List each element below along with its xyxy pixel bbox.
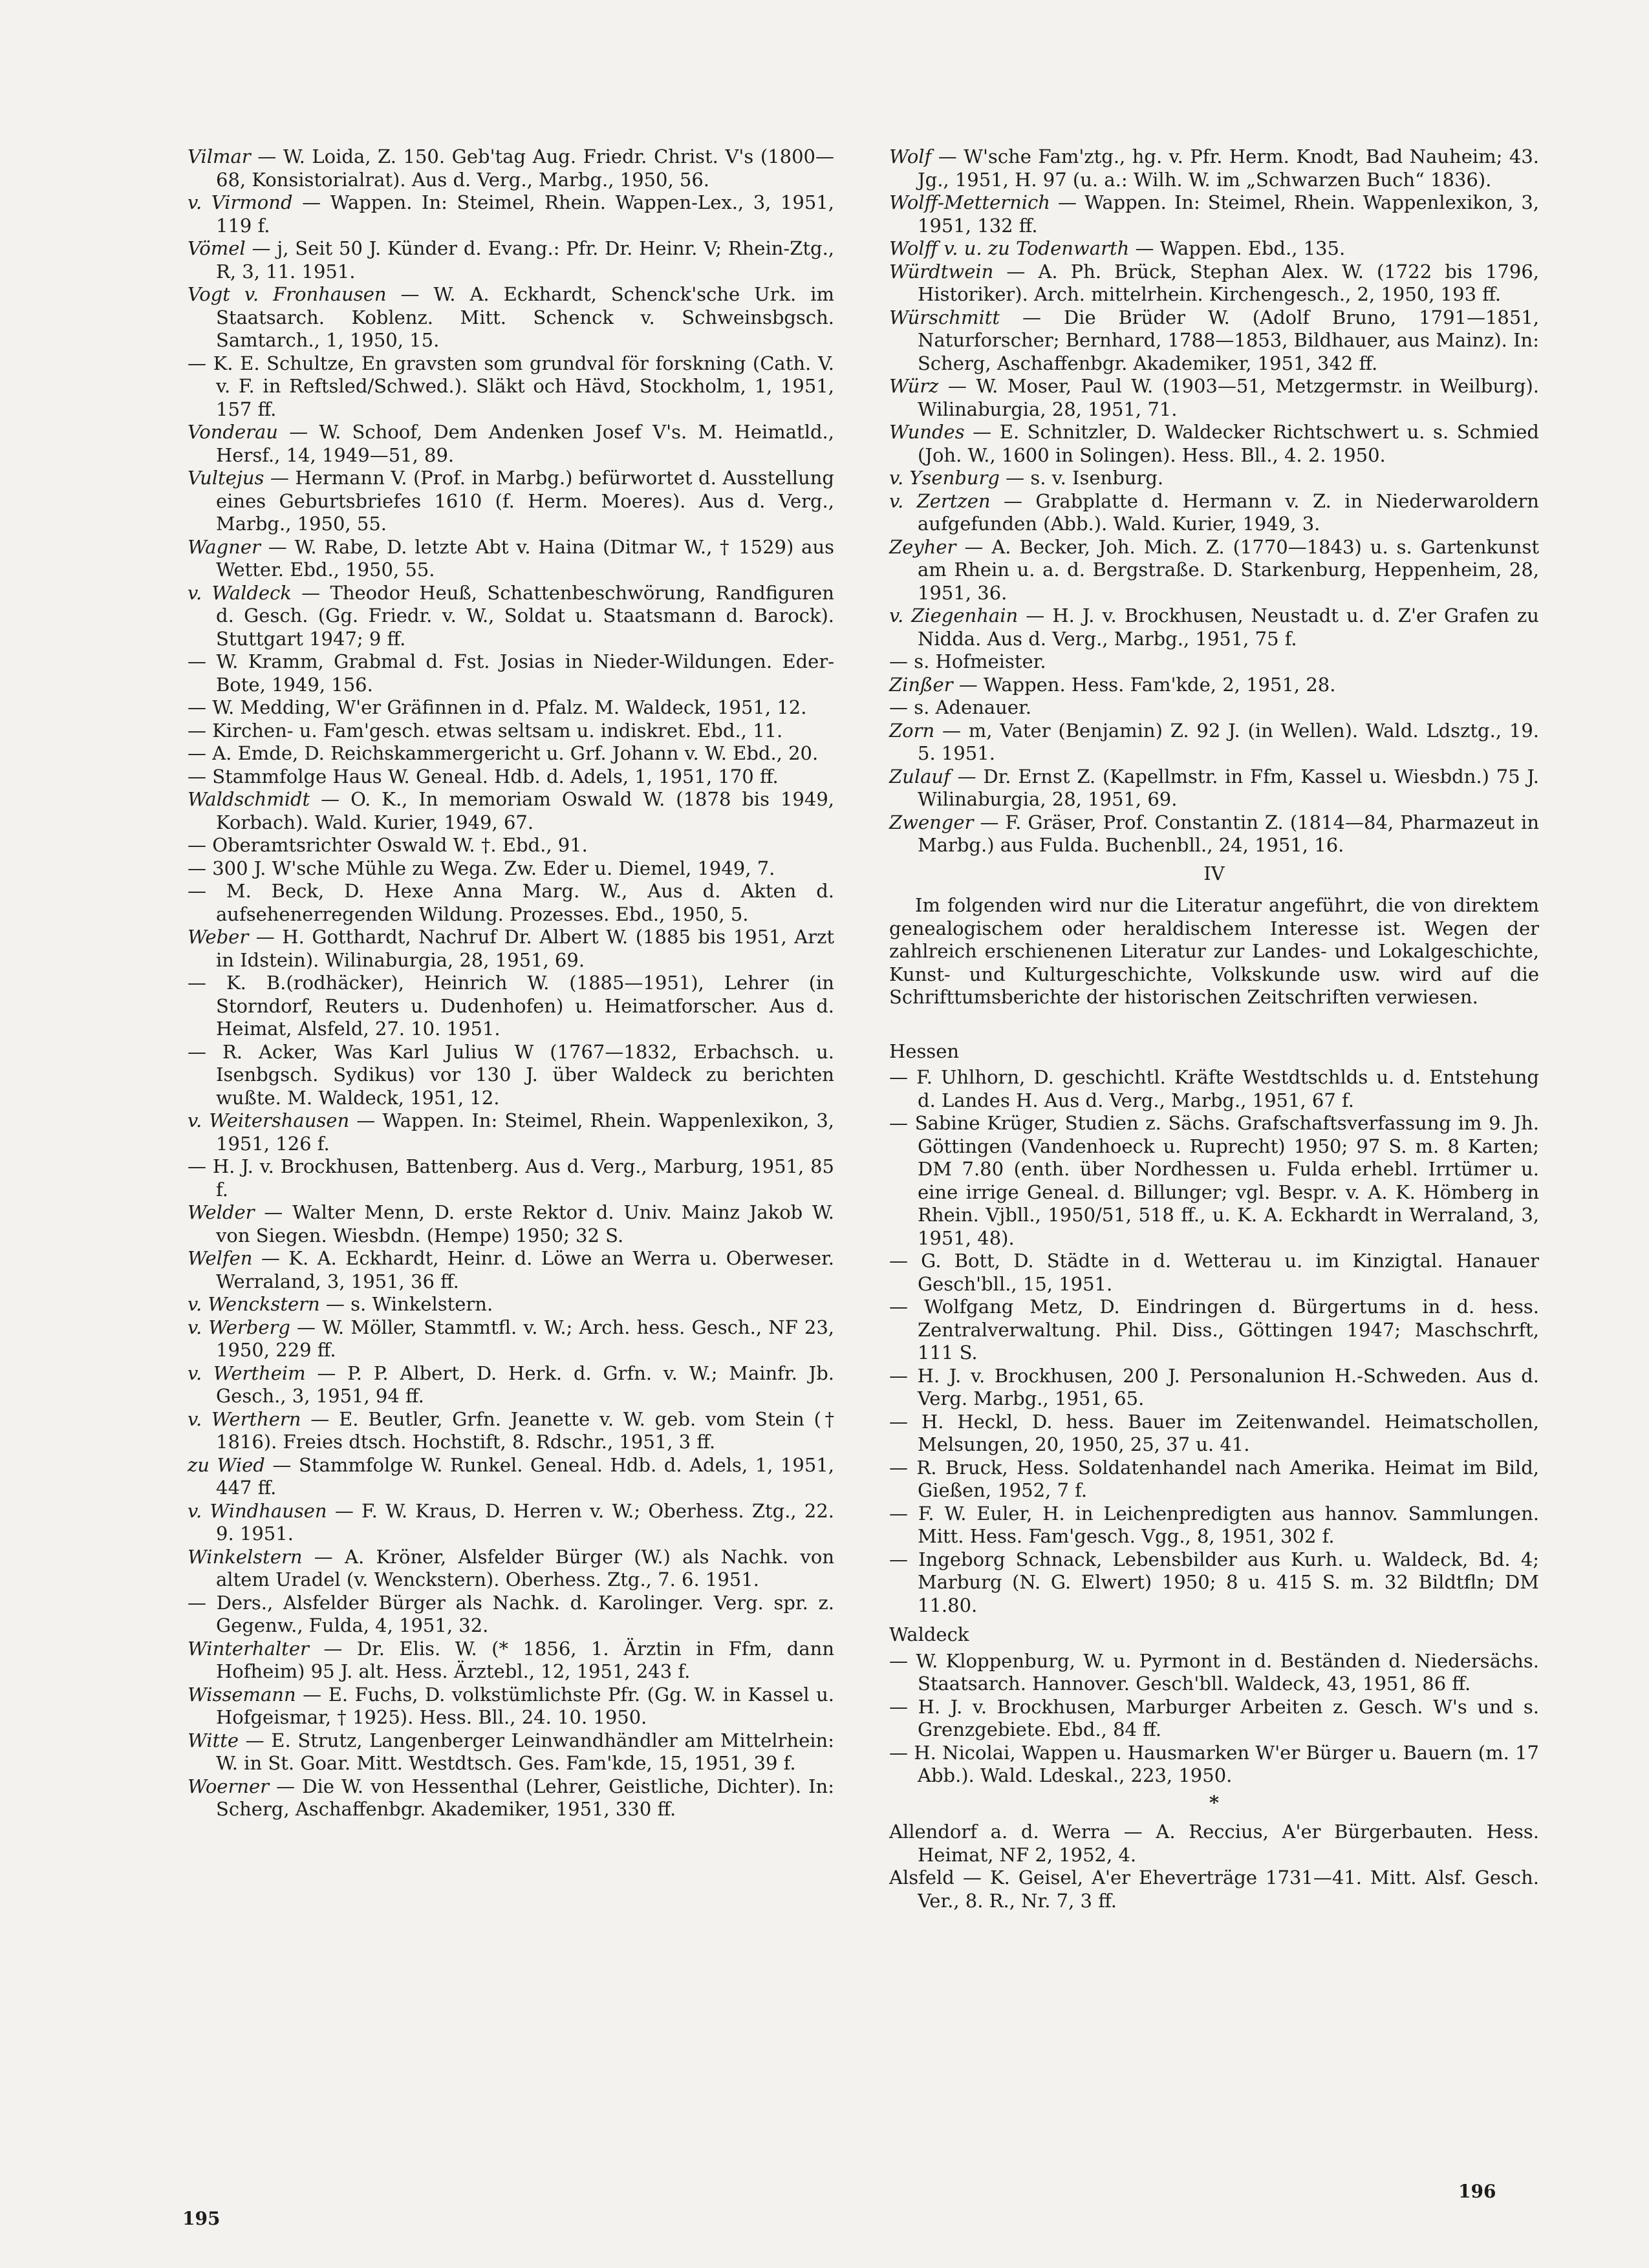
entry-term: v. Waldeck xyxy=(188,581,292,604)
bibliography-entry xyxy=(889,604,1539,650)
waldeck-entries xyxy=(889,1650,1539,1788)
bibliography-entry xyxy=(188,1775,834,1821)
bibliography-entry xyxy=(188,1729,834,1775)
entry-text: — Wappen. In: Steimel, Rhein. Wappen-Lex., 3, 1951, 119 f. xyxy=(216,191,834,237)
bibliography-entry xyxy=(188,1408,834,1454)
entry-term: Zorn xyxy=(889,719,935,742)
bibliography-entry xyxy=(188,1316,834,1362)
places-entries xyxy=(889,1821,1539,1912)
entry-text: — Wappen. Ebd., 135. xyxy=(1129,237,1346,259)
bibliography-entry: — H. J. v. Brockhusen, 200 J. Personalunion H.-Schweden. Aus d. Verg. Marbg., 1951, 65. xyxy=(889,1364,1539,1409)
bibliography-entry xyxy=(188,720,834,743)
bibliography-entry xyxy=(889,145,1539,191)
entry-text: — M. Beck, D. Hexe Anna Marg. W., Aus d. Akten d. aufsehenerregenden Wildung. Prozesses. Ebd., 1950, 5. xyxy=(188,880,834,925)
entry-text: — E. Fuchs, D. volkstümlichste Pfr. (Gg. W. in Kassel u. Hofgeismar, † 1925). Hess. Bll., 24. 10. 1950. xyxy=(216,1683,834,1728)
entry-text: — Stammfolge Haus W. Geneal. Hdb. d. Adels, 1, 1951, 170 ff. xyxy=(188,765,779,787)
entry-text: — W. Moser, Paul W. (1903—51, Metzgermstr. in Weilburg). Wilinaburgia, 28, 1951, 71. xyxy=(918,375,1539,420)
entry-text: — Ders., Alsfelder Bürger als Nachk. d. Karolinger. Verg. spr. z. Gegenw., Fulda, 4, 1951, 32. xyxy=(188,1591,834,1636)
entry-text: — E. Strutz, Langenberger Leinwandhändler am Mittelrhein: W. in St. Goar. Mitt. Westdtsch. Ges. Fam'kde, 15, 1951, 39 f. xyxy=(216,1729,834,1774)
entry-term: Zeyher xyxy=(889,535,956,558)
entry-text: — Die Brüder W. (Adolf Bruno, 1791—1851, Naturforscher; Bernhard, 1788—1853, Bildhauer, aus Mainz). In: Scherg, Aschaffenbgr. Akademiker, 1951, 342 ff. xyxy=(918,306,1539,374)
entry-text: — W. A. Eckhardt, Schenck'sche Urk. im Staatsarch. Koblenz. Mitt. Schenck v. Schweinsbgsch. Samtarch., 1, 1950, 15. xyxy=(216,283,834,351)
bibliography-entry xyxy=(188,1500,834,1546)
bibliography-entry: — H. J. v. Brockhusen, Marburger Arbeiten z. Gesch. W's und s. Grenzgebiete. Ebd., 84 ff. xyxy=(889,1695,1539,1740)
bibliography-entry xyxy=(889,765,1539,811)
bibliography-entry xyxy=(889,261,1539,306)
entry-term: v. Werberg xyxy=(188,1316,290,1338)
entry-term: Vilmar xyxy=(188,145,251,167)
entry-term: Zinßer xyxy=(889,673,953,696)
hessen-entries xyxy=(889,1066,1539,1617)
entry-text: — W. Kramm, Grabmal d. Fst. Josias in Nieder-Wildungen. Eder-Bote, 1949, 156. xyxy=(188,650,834,696)
bibliography-entry xyxy=(889,490,1539,536)
bibliography-entry xyxy=(188,352,834,422)
entry-term: Waldschmidt xyxy=(188,788,310,810)
bibliography-entry: — Ingeborg Schnack, Lebensbilder aus Kurh. u. Waldeck, Bd. 4; Marburg (N. G. Elwert) 1950; 8 u. 415 S. m. 32 Bildtfln; DM 11.80. xyxy=(889,1548,1539,1616)
entry-term: Würschmitt xyxy=(889,306,1000,328)
entry-term: Wagner xyxy=(188,535,261,558)
bibliography-entry xyxy=(188,1201,834,1247)
bibliography-entry: — H. Nicolai, Wappen u. Hausmarken W'er Bürger u. Bauern (m. 17 Abb.). Wald. Ldeskal., 223, 1950. xyxy=(889,1741,1539,1786)
entry-text: — F. W. Kraus, D. Herren v. W.; Oberhess. Ztg., 22. 9. 1951. xyxy=(216,1499,834,1545)
bibliography-entry: — H. Heckl, D. hess. Bauer im Zeitenwandel. Heimatschollen, Melsungen, 20, 1950, 25, 37 u. 41. xyxy=(889,1410,1539,1455)
entry-text: — Wappen. In: Steimel, Rhein. Wappenlexikon, 3, 1951, 132 ff. xyxy=(918,191,1539,237)
bibliography-entry xyxy=(188,145,834,191)
bibliography-entry xyxy=(889,811,1539,857)
entry-text: — 300 J. W'sche Mühle zu Wega. Zw. Eder u. Diemel, 1949, 7. xyxy=(188,857,775,879)
entry-text: — A. Kröner, Alsfelder Bürger (W.) als Nachk. von altem Uradel (v. Wenckstern). Oberhess. Ztg., 7. 6. 1951. xyxy=(216,1545,834,1590)
entry-text: — Walter Menn, D. erste Rektor d. Univ. Mainz Jakob W. von Siegen. Wiesbdn. (Hempe) 1950; 32 S. xyxy=(216,1201,834,1246)
separator-star: * xyxy=(1209,1791,1220,1813)
bibliography-entry xyxy=(188,1454,834,1500)
right-entries xyxy=(889,145,1539,857)
bibliography-entry xyxy=(188,696,834,720)
bibliography-entry xyxy=(889,191,1539,237)
bibliography-entry: — F. Uhlhorn, D. geschichtl. Kräfte Westdtschlds u. d. Entstehung d. Landes H. Aus d. Verg., Marbg., 1951, 67 f. xyxy=(889,1066,1539,1111)
entry-term: Würdtwein xyxy=(889,260,994,283)
entry-term: Vultejus xyxy=(188,467,264,489)
entry-text: — m, Vater (Benjamin) Z. 92 J. (in Wellen). Wald. Ldsztg., 19. 5. 1951. xyxy=(918,719,1539,764)
entry-term: v. Werthern xyxy=(188,1407,301,1430)
bibliography-entry xyxy=(188,1684,834,1729)
entry-term: Zwenger xyxy=(889,811,974,833)
entry-text: — A. Emde, D. Reichskammergericht u. Grf. Johann v. W. Ebd., 20. xyxy=(188,742,819,764)
entry-term: Wundes xyxy=(889,421,965,443)
entry-text: — s. v. Isenburg. xyxy=(999,467,1164,489)
bibliography-entry xyxy=(188,857,834,881)
entry-term: Winterhalter xyxy=(188,1637,309,1660)
entry-term: Wissemann xyxy=(188,1683,296,1706)
bibliography-entry: Alsfeld — K. Geisel, A'er Eheverträge 1731—41. Mitt. Alsf. Gesch. Ver., 8. R., Nr. 7, 3 ff. xyxy=(889,1867,1539,1912)
entry-term: Vogt v. Fronhausen xyxy=(188,283,387,305)
entry-text: — Stammfolge W. Runkel. Geneal. Hdb. d. Adels, 1, 1951, 447 ff. xyxy=(216,1453,834,1499)
bibliography-entry: — F. W. Euler, H. in Leichenpredigten aus hannov. Sammlungen. Mitt. Hess. Fam'gesch. Vgg., 8, 1951, 302 f. xyxy=(889,1502,1539,1547)
entry-term: Welfen xyxy=(188,1247,253,1269)
entry-text: — H. Gotthardt, Nachruf Dr. Albert W. (1885 bis 1951, Arzt in Idstein). Wilinaburgia, 28, 1951, 69. xyxy=(216,926,834,971)
entry-text: — Die W. von Hessenthal (Lehrer, Geistliche, Dichter). In: Scherg, Aschaffenbgr. Akademiker, 1951, 330 ff. xyxy=(216,1775,834,1820)
entry-text: — Oberamtsrichter Oswald W. †. Ebd., 91. xyxy=(188,834,588,856)
entry-text: — Grabplatte d. Hermann v. Z. in Niederwaroldern aufgefunden (Abb.). Wald. Kurier, 1949, 3. xyxy=(918,489,1539,535)
bibliography-entry xyxy=(889,306,1539,376)
bibliography-entry xyxy=(188,1546,834,1592)
entry-text: — j, Seit 50 J. Künder d. Evang.: Pfr. Dr. Heinr. V; Rhein-Ztg., R, 3, 11. 1951. xyxy=(216,237,834,283)
bibliography-entry xyxy=(188,1041,834,1110)
bibliography-entry xyxy=(188,582,834,651)
entry-text: — Dr. Elis. W. (* 1856, 1. Ärztin in Ffm, dann Hofheim) 95 J. alt. Hess. Ärztebl., 12, 1951, 243 f. xyxy=(216,1637,834,1682)
bibliography-entry xyxy=(889,720,1539,765)
entry-text: — s. Adenauer. xyxy=(889,696,1031,718)
entry-text: — Theodor Heuß, Schattenbeschwörung, Randfiguren d. Gesch. (Gg. Friedr. v. W., Soldat u. Staatsmann d. Barock). Stuttgart 1947; 9 ff. xyxy=(216,581,834,650)
entry-term: Vömel xyxy=(188,237,246,259)
entry-text: — A. Becker, Joh. Mich. Z. (1770—1843) u. s. Gartenkunst am Rhein u. a. d. Bergstraße. D. Starkenburg, Heppenheim, 28, 1951, 36. xyxy=(918,535,1539,604)
bibliography-entry xyxy=(889,467,1539,490)
bibliography-entry xyxy=(188,1638,834,1684)
bibliography-entry xyxy=(188,788,834,834)
bibliography-entry xyxy=(188,237,834,283)
bibliography-entry xyxy=(188,1293,834,1316)
waldeck-heading: Waldeck xyxy=(889,1623,969,1645)
bibliography-entry xyxy=(889,237,1539,261)
entry-term: Wolff-Metternich xyxy=(889,191,1050,213)
entry-text: — Wappen. Hess. Fam'kde, 2, 1951, 28. xyxy=(953,673,1336,696)
bibliography-entry xyxy=(889,650,1539,674)
bibliography-entry xyxy=(188,1362,834,1408)
bibliography-entry xyxy=(188,742,834,765)
bibliography-entry xyxy=(188,1109,834,1155)
bibliography-entry xyxy=(188,283,834,352)
entry-text: — E. Beutler, Grfn. Jeanette v. W. geb. vom Stein († 1816). Freies dtsch. Hochstift, 8. Rdschr., 1951, 3 ff. xyxy=(216,1407,834,1453)
entry-text: — W. Schoof, Dem Andenken Josef V's. M. Heimatld., Hersf., 14, 1949—51, 89. xyxy=(216,421,834,466)
entry-text: — s. Winkelstern. xyxy=(319,1293,493,1315)
bibliography-entry xyxy=(889,375,1539,421)
left-column xyxy=(188,145,834,1821)
bibliography-entry xyxy=(188,1247,834,1293)
entry-text: — W. Loida, Z. 150. Geb'tag Aug. Friedr. Christ. V's (1800—68, Konsistorialrat). Aus d. Verg., Marbg., 1950, 56. xyxy=(216,145,834,191)
bibliography-entry xyxy=(188,765,834,789)
entry-term: Witte xyxy=(188,1729,239,1751)
bibliography-entry: Allendorf a. d. Werra — A. Reccius, A'er Bürgerbauten. Hess. Heimat, NF 2, 1952, 4. xyxy=(889,1821,1539,1866)
entry-text: — K. B.(rodhäcker), Heinrich W. (1885—1951), Lehrer (in Storndorf, Reuters u. Dudenhofen) u. Heimatforscher. Aus d. Heimat, Alsfeld, 27. 10. 1951. xyxy=(188,972,834,1040)
entry-text: — O. K., In memoriam Oswald W. (1878 bis 1949, Korbach). Wald. Kurier, 1949, 67. xyxy=(216,788,834,833)
bibliography-entry: — Sabine Krüger, Studien z. Sächs. Grafschaftsverfassung im 9. Jh. Göttingen (Vandenhoeck u. Ruprecht) 1950; 97 S. m. 8 Karten; DM 7.80 (enth. über Nordhessen u. Fulda erhebl. Irrtümer u. eine irrige Geneal. d. Billunger; vgl. Bespr. v. A. K. Hömberg in Rhein. Vjbll., 1950/51, 518 ff., u. K. A. Eckhardt in Werraland, 3, 1951, 48). xyxy=(889,1112,1539,1249)
entry-text: — W'sche Fam'ztg., hg. v. Pfr. Herm. Knodt, Bad Nauheim; 43. Jg., 1951, H. 97 (u. a.: Wilh. W. im „Schwarzen Buch“ 1836). xyxy=(918,145,1539,191)
bibliography-entry xyxy=(889,696,1539,720)
entry-term: Vonderau xyxy=(188,421,278,443)
entry-term: Woerner xyxy=(188,1775,270,1797)
entry-text: — R. Acker, Was Karl Julius W (1767—1832, Erbachsch. u. Isenbgsch. Sydikus) vor 130 J. über Waldeck zu berichten wußte. M. Waldeck, 1951, 12. xyxy=(188,1040,834,1109)
bibliography-entry xyxy=(889,674,1539,697)
entry-term: Winkelstern xyxy=(188,1545,303,1568)
entry-term: Zulauf xyxy=(889,765,951,787)
entry-term: Wolff v. u. zu Todenwarth xyxy=(889,237,1130,259)
bibliography-entry xyxy=(889,421,1539,467)
entry-term: v. Wertheim xyxy=(188,1362,306,1384)
bibliography-entry xyxy=(188,1592,834,1638)
intro-paragraph: Im folgenden wird nur die Literatur angeführt, die von direktem genealogischem oder heraldischem Interesse ist. Wegen der zahlreich erschienenen Literatur zur Landes- und Lokalgeschichte, Kunst- und Kulturgeschichte, Volkskunde usw. wird auf die Schrifttumsberichte der historischen Zeitschriften verwiesen. xyxy=(889,894,1539,1008)
entry-text: — W. Medding, W'er Gräfinnen in d. Pfalz. M. Waldeck, 1951, 12. xyxy=(188,696,807,718)
page-number-right: 196 xyxy=(1458,2181,1496,2202)
entry-term: Weber xyxy=(188,926,249,948)
entry-term: v. Ziegenhain xyxy=(889,604,1018,626)
bibliography-entry xyxy=(188,926,834,972)
bibliography-entry xyxy=(188,880,834,926)
entry-text: — P. P. Albert, D. Herk. d. Grfn. v. W.; Mainfr. Jb. Gesch., 3, 1951, 94 ff. xyxy=(216,1362,834,1407)
entry-term: v. Zertzen xyxy=(889,489,991,512)
entry-term: v. Weitershausen xyxy=(188,1109,350,1131)
entry-term: zu Wied xyxy=(188,1453,265,1476)
entry-text: — Dr. Ernst Z. (Kapellmstr. in Ffm, Kassel u. Wiesbdn.) 75 J. Wilinaburgia, 28, 1951, 69. xyxy=(918,765,1539,810)
entry-text: — K. A. Eckhardt, Heinr. d. Löwe an Werra u. Oberweser. Werraland, 3, 1951, 36 ff. xyxy=(216,1247,834,1292)
bibliography-entry xyxy=(188,650,834,696)
entry-term: v. Ysenburg xyxy=(889,467,1000,489)
bibliography-entry xyxy=(889,536,1539,605)
entry-term: Wolf xyxy=(889,145,932,167)
entry-text: — Kirchen- u. Fam'gesch. etwas seltsam u. indiskret. Ebd., 11. xyxy=(188,719,783,742)
bibliography-entry xyxy=(188,972,834,1041)
entry-term: v. Virmond xyxy=(188,191,293,213)
entry-text: — Wappen. In: Steimel, Rhein. Wappenlexikon, 3, 1951, 126 f. xyxy=(216,1109,835,1155)
entry-text: — Hermann V. (Prof. in Marbg.) befürwortet d. Ausstellung eines Geburtsbriefes 1610 (f. Herm. Moeres). Aus d. Verg., Marbg., 1950, 55. xyxy=(216,467,834,535)
entry-text: — F. Gräser, Prof. Constantin Z. (1814—84, Pharmazeut in Marbg.) aus Fulda. Buchenbll., 24, 1951, 16. xyxy=(918,811,1539,856)
bibliography-entry xyxy=(188,467,834,536)
bibliography-entry: — R. Bruck, Hess. Soldatenhandel nach Amerika. Heimat im Bild, Gießen, 1952, 7 f. xyxy=(889,1456,1539,1501)
entry-term: Welder xyxy=(188,1201,255,1223)
entry-text: — K. E. Schultze, En gravsten som grundval för forskning (Cath. V. v. F. in Reftsled/Schwed.). Släkt och Hävd, Stockholm, 1, 1951, 157 ff. xyxy=(188,352,834,420)
entry-term: v. Windhausen xyxy=(188,1499,327,1522)
entry-text: — H. J. v. Brockhusen, Neustadt u. d. Z'er Grafen zu Nidda. Aus d. Verg., Marbg., 1951, 75 f. xyxy=(918,604,1539,650)
bibliography-entry: — Wolfgang Metz, D. Eindringen d. Bürgertums in d. hess. Zentralverwaltung. Phil. Diss., Göttingen 1947; Maschschrft, 111 S. xyxy=(889,1296,1539,1364)
right-column xyxy=(889,145,1539,1912)
page-number-left: 195 xyxy=(182,2208,221,2229)
entry-text: — A. Ph. Brück, Stephan Alex. W. (1722 bis 1796, Historiker). Arch. mittelrhein. Kirchengesch., 2, 1950, 193 ff. xyxy=(918,260,1539,305)
entry-text: — E. Schnitzler, D. Waldecker Richtschwert u. s. Schmied (Joh. W., 1600 in Solingen). Hess. Bll., 4. 2. 1950. xyxy=(918,421,1539,466)
entry-text: — W. Rabe, D. letzte Abt v. Haina (Ditmar W., † 1529) aus Wetter. Ebd., 1950, 55. xyxy=(216,535,834,581)
bibliography-entry: — G. Bott, D. Städte in d. Wetterau u. im Kinzigtal. Hanauer Gesch'bll., 15, 1951. xyxy=(889,1250,1539,1295)
entry-text: — s. Hofmeister. xyxy=(889,650,1046,672)
bibliography-entry xyxy=(188,834,834,857)
bibliography-entry xyxy=(188,536,834,582)
entry-text: — W. Möller, Stammtfl. v. W.; Arch. hess. Gesch., NF 23, 1950, 229 ff. xyxy=(216,1316,834,1361)
bibliography-entry xyxy=(188,421,834,467)
bibliography-entry xyxy=(188,191,834,237)
entry-text: — H. J. v. Brockhusen, Battenberg. Aus d. Verg., Marburg, 1951, 85 f. xyxy=(188,1155,834,1201)
section-numeral: IV xyxy=(1203,862,1225,884)
bibliography-entry: — W. Kloppenburg, W. u. Pyrmont in d. Beständen d. Niedersächs. Staatsarch. Hannover. Gesch'bll. Waldeck, 43, 1951, 86 ff. xyxy=(889,1649,1539,1695)
entry-term: Würz xyxy=(889,375,939,397)
bibliography-entry xyxy=(188,1155,834,1201)
hessen-heading: Hessen xyxy=(889,1040,960,1062)
entry-term: v. Wenckstern xyxy=(188,1293,320,1315)
